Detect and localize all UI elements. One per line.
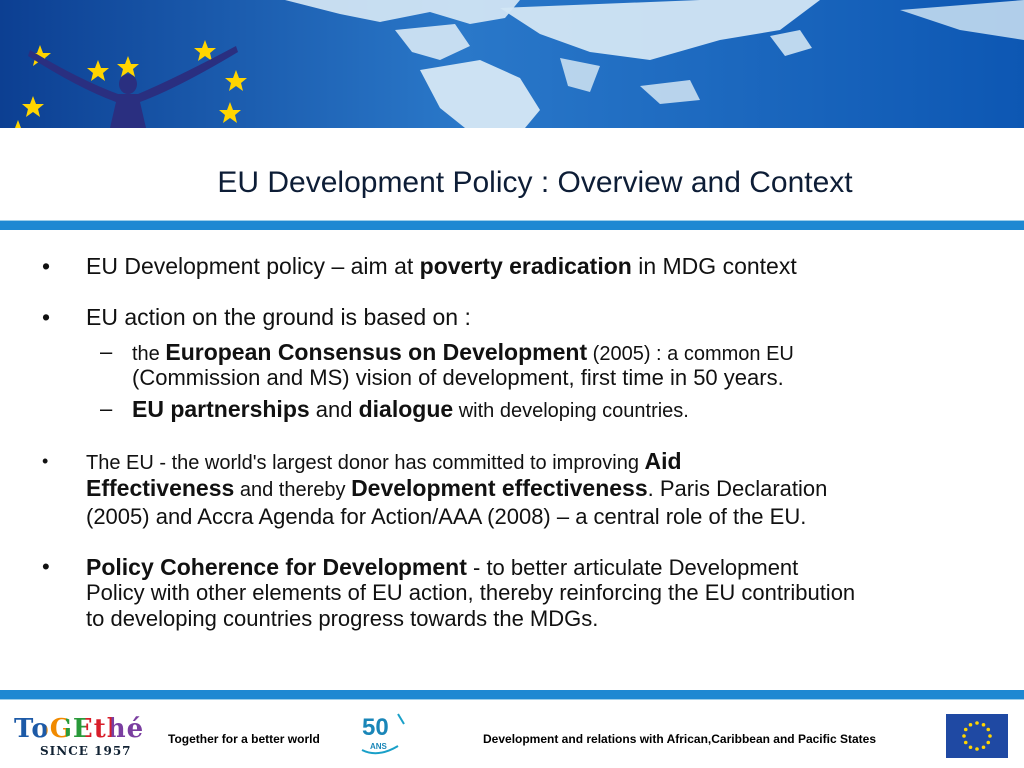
bullet-emphasis: Development effectiveness [351,475,648,501]
sub-bullet-text: (2005) : a common EU [587,343,794,365]
sub-bullet-emphasis: European Consensus on Development [165,339,588,365]
bullet-text: - to better articulate Development [466,555,799,580]
eu-flag-star [975,747,979,751]
bullet-text: to developing countries progress towards the MDGs. [86,606,599,631]
bullet-text: The EU - the world's largest donor has committed to improving [86,452,645,474]
bullet-dot-icon: • [42,253,51,279]
sub-bullet-text: and [309,397,359,422]
eu-flag-star [962,734,966,738]
bullet-dot-icon: • [42,451,49,471]
footer [0,700,1024,768]
anniversary-label: ANS [370,742,387,751]
sub-bullet-emphasis: EU partnerships [132,396,310,422]
bullet-emphasis: Effectiveness [86,475,235,501]
bullet-text: (2005) and Accra Agenda for Action/AAA (2008) – a central role of the EU. [86,504,807,529]
bullet-text: Policy with other elements of EU action, thereby reinforcing the EU contribution [86,580,856,605]
eu-flag-star [982,723,986,727]
footer-divider [0,690,1024,700]
eu-flag-star [986,741,990,745]
bullet-dot-icon: • [42,304,51,330]
bullet-emphasis: Aid [644,448,682,474]
together-logo-word: ToGEthé [14,714,145,744]
sub-bullet-text: (Commission and MS) vision of development, first time in 50 years. [132,365,784,390]
eu-flag-icon [946,714,1008,758]
bullet-text: and thereby [234,479,352,501]
eu-flag-stars [946,714,1008,758]
eu-flag-star [975,721,979,725]
footer-tagline: Together for a better world [168,732,320,746]
bullet-text: . Paris Declaration [647,476,828,501]
sub-bullet-text: the [132,343,166,365]
eu-flag-star [964,728,968,732]
page-title: EU Development Policy : Overview and Context [217,166,853,199]
bullet-text: EU Development policy – aim at [86,253,420,279]
sub-bullet-emphasis: dialogue [358,396,454,422]
bullet-emphasis: poverty eradication [419,253,632,279]
sub-bullet-text: with developing countries. [453,400,689,422]
eu-flag-star [982,745,986,749]
eu-flag-star [969,745,973,749]
bullet-dot-icon: • [42,554,50,579]
eu-flag-star [964,741,968,745]
anniversary-logo [358,710,406,760]
together-logo-since: SINCE 1957 [40,744,132,758]
bullet-text: EU action on the ground is based on : [86,304,471,330]
anniversary-number: 50 [362,714,389,741]
footer-department: Development and relations with African,Caribbean and Pacific States [483,732,876,746]
eu-flag-star [988,734,992,738]
eu-flag-star [969,723,973,727]
dash-icon: – [100,339,113,364]
eu-flag-star [986,728,990,732]
dash-icon: – [100,396,113,421]
bullet-text: in MDG context [631,253,797,279]
together-logo [14,714,145,760]
bullet-emphasis: Policy Coherence for Development [86,554,467,580]
